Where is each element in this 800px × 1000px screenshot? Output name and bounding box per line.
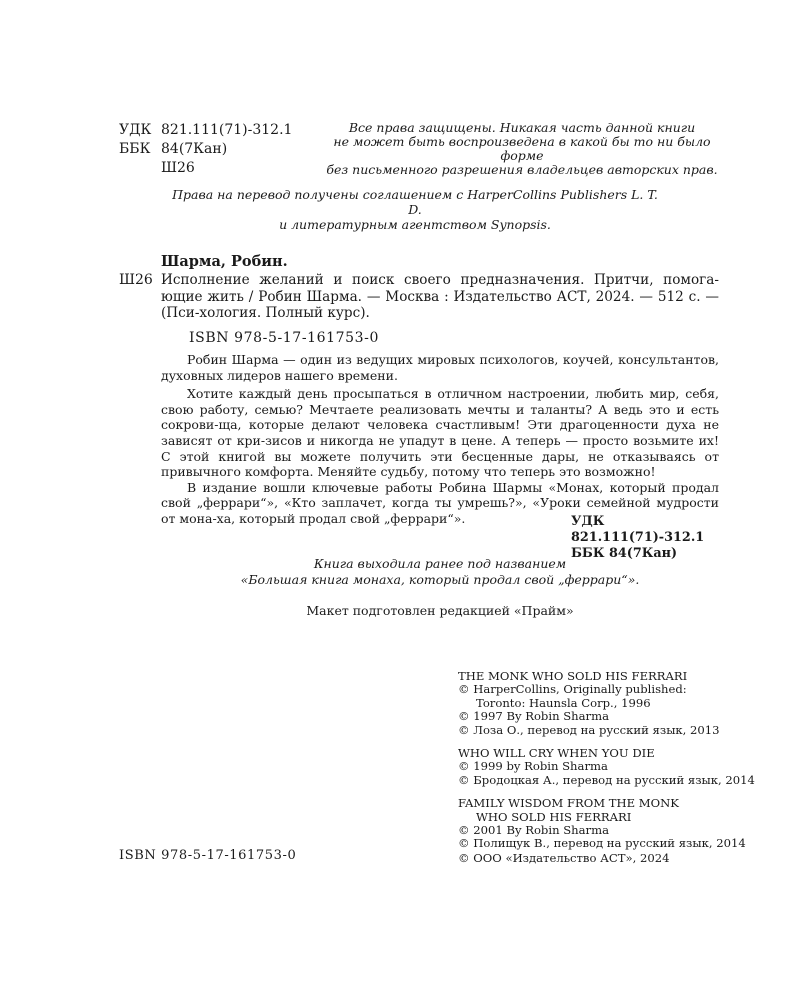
copyright-group-cry — [458, 747, 758, 787]
copyright-line: THE MONK WHO SOLD HIS FERRARI — [458, 669, 688, 683]
copyright-group-monk — [458, 670, 758, 737]
author-sign: Ш26 — [161, 160, 195, 176]
annotation-paragraph: В издание вошли ключевые работы Робина Шармы «Монах, который продал свой „феррари“», «Кто заплачет, когда ты умрешь?», «Уроки семейной мудрости от мона-ха, который продал свой „феррари“». — [161, 479, 719, 526]
catalog-shelf-mark: Ш26 — [119, 272, 153, 288]
annotation-paragraph: Хотите каждый день просыпаться в отличном настроении, любить мир, себя, свою работу, семью? Мечтаете реализовать мечты и таланты? А ведь это и есть сокрови-ща, которые делают человека счастливым! Эти драгоценности духа не зависят от кри-зисов и никогда не упадут в цене. А теперь — просто возьмите их! С этой книгой вы можете получить эти бесценные дары, не отказываясь от привычного комфорта. Меняйте судьбу, потому что теперь это возможно! — [161, 386, 719, 480]
catalog-isbn: ISBN 978-5-17-161753-0 — [189, 330, 380, 346]
copyright-line: © Лоза О., перевод на русский язык, 2013 — [458, 722, 720, 737]
bbk-label: ББК — [119, 141, 151, 157]
udk-label: УДК — [119, 122, 152, 138]
copyright-line: © 2001 By Robin Sharma — [458, 823, 609, 838]
copyright-line: © Бродоцкая А., перевод на русский язык, 2014 — [458, 772, 755, 787]
translation-rights-line: и литературным агентством Synopsis. — [279, 217, 551, 232]
translation-rights-line: Права на перевод получены соглашением с HarperCollins Publishers L. T. D. — [172, 187, 658, 217]
publisher-copyright: © ООО «Издательство АСТ», 2024 — [458, 851, 670, 865]
isbn-bottom: ISBN 978-5-17-161753-0 — [119, 848, 297, 863]
copyright-line: WHO SOLD HIS FERRARI — [476, 809, 632, 824]
rights-notice — [322, 121, 722, 177]
bbk-summary-line: ББК 84(7Кан) — [571, 546, 678, 561]
copyright-line: © 1997 By Robin Sharma — [458, 709, 609, 724]
rights-line: Все права защищены. Никакая часть данной книги — [348, 120, 696, 135]
udk-summary — [518, 514, 718, 562]
catalog-description: Исполнение желаний и поиск своего предназначения. Притчи, помога-ющие жить / Робин Шарма. — Москва : Издательство АСТ, 2024. — 512 с. — (Пси-хология. Полный курс). — [161, 272, 719, 321]
rights-line: без письменного разрешения владельцев авторских прав. — [326, 162, 718, 177]
annotation — [161, 352, 719, 527]
copyright-line: FAMILY WISDOM FROM THE MONK — [458, 796, 679, 811]
catalog-author: Шарма, Робин. — [161, 253, 288, 270]
annotation-paragraph: Робин Шарма — один из ведущих мировых психологов, коучей, консультантов, духовных лидеров нашего времени. — [161, 352, 719, 383]
previous-title — [170, 556, 710, 588]
copyright-line: © Полищук В., перевод на русский язык, 2014 — [458, 836, 746, 851]
bbk-row — [119, 140, 292, 159]
rights-line: не может быть воспроизведена в какой бы то ни было форме — [333, 134, 711, 163]
copyright-line: WHO WILL CRY WHEN YOU DIE — [458, 746, 655, 761]
udk-summary-line: УДК 821.111(71)-312.1 — [571, 514, 705, 545]
udk-row — [119, 121, 292, 140]
copyright-line: © 1999 by Robin Sharma — [458, 759, 608, 774]
previous-title-line: Книга выходила ранее под названием — [313, 556, 567, 571]
copyright-line: © HarperCollins, Originally published: — [458, 682, 687, 697]
translation-rights — [170, 187, 660, 232]
udk-value: 821.111(71)-312.1 — [161, 122, 293, 138]
classification-codes — [119, 121, 292, 178]
author-sign-row — [119, 159, 292, 178]
bbk-value: 84(7Кан) — [161, 141, 228, 157]
previous-title-line: «Большая книга монаха, который продал свой „феррари“». — [240, 572, 640, 587]
layout-note: Макет подготовлен редакцией «Прайм» — [306, 603, 574, 618]
copyright-group-family — [458, 797, 758, 851]
copyright-block — [458, 670, 758, 861]
copyright-line: Toronto: Haunsla Corp., 1996 — [476, 695, 651, 710]
